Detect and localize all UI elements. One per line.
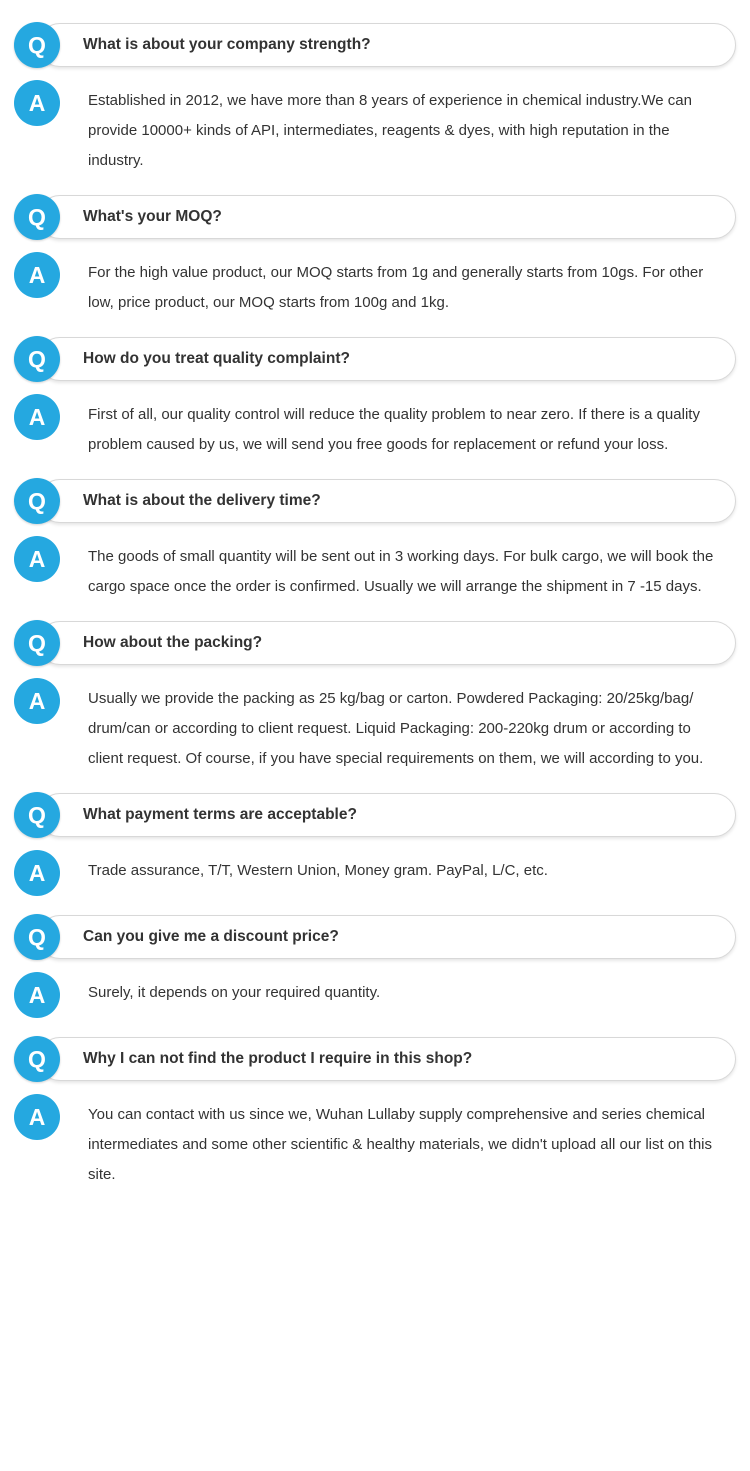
faq-answer-row — [14, 392, 736, 460]
faq-item — [14, 18, 736, 176]
question-badge-icon: Q — [14, 336, 60, 382]
faq-item — [14, 1032, 736, 1190]
question-badge-icon: Q — [14, 478, 60, 524]
faq-question-row[interactable] — [14, 474, 736, 528]
answer-badge-icon: A — [14, 80, 60, 126]
faq-item — [14, 190, 736, 318]
faq-answer-text: Established in 2012, we have more than 8 years of experience in chemical industry.We can provide 10000+ kinds of API, intermediates, reagents & dyes, with high reputation in the industry. — [88, 92, 692, 169]
question-badge-icon: Q — [14, 914, 60, 960]
faq-item — [14, 332, 736, 460]
faq-question-bubble[interactable] — [38, 23, 736, 67]
faq-question-bubble[interactable] — [38, 337, 736, 381]
faq-answer-row — [14, 250, 736, 318]
answer-badge-icon: A — [14, 850, 60, 896]
faq-answer-row — [14, 1092, 736, 1190]
faq-answer-row — [14, 676, 736, 774]
question-badge-icon: Q — [14, 1036, 60, 1082]
faq-item — [14, 910, 736, 1018]
answer-badge-icon: A — [14, 678, 60, 724]
faq-answer-text: The goods of small quantity will be sent out in 3 working days. For bulk cargo, we will book the cargo space once the order is confirmed. Usually we will arrange the shipment in 7 -15 days. — [88, 548, 714, 595]
faq-answer-row — [14, 534, 736, 602]
faq-question-bubble[interactable] — [38, 915, 736, 959]
faq-question-row[interactable] — [14, 616, 736, 670]
faq-answer-row — [14, 848, 736, 896]
answer-badge-icon: A — [14, 394, 60, 440]
faq-question-row[interactable] — [14, 190, 736, 244]
faq-question-bubble[interactable] — [38, 621, 736, 665]
question-badge-icon: Q — [14, 194, 60, 240]
faq-question-row[interactable] — [14, 1032, 736, 1086]
faq-answer-text: Surely, it depends on your required quantity. — [88, 984, 381, 1001]
question-badge-icon: Q — [14, 620, 60, 666]
faq-question-bubble[interactable] — [38, 793, 736, 837]
faq-question-text: Can you give me a discount price? — [83, 927, 339, 945]
faq-question-text: Why I can not find the product I require in this shop? — [83, 1049, 473, 1067]
faq-answer-text: First of all, our quality control will reduce the quality problem to near zero. If there is a quality problem caused by us, we will send you free goods for replacement or refund your loss. — [88, 406, 700, 453]
faq-question-text: What payment terms are acceptable? — [83, 805, 357, 823]
faq-question-row[interactable] — [14, 332, 736, 386]
faq-answer-row — [14, 78, 736, 176]
faq-question-row[interactable] — [14, 910, 736, 964]
faq-question-text: How about the packing? — [83, 633, 263, 651]
answer-badge-icon: A — [14, 1094, 60, 1140]
faq-question-text: What is about the delivery time? — [83, 491, 321, 509]
faq-answer-text: For the high value product, our MOQ starts from 1g and generally starts from 10gs. For other low, price product, our MOQ starts from 100g and 1kg. — [88, 264, 704, 311]
faq-question-bubble[interactable] — [38, 479, 736, 523]
faq-question-row[interactable] — [14, 788, 736, 842]
question-badge-icon: Q — [14, 22, 60, 68]
faq-answer-text: Usually we provide the packing as 25 kg/bag or carton. Powdered Packaging: 20/25kg/bag/ drum/can or according to client request. Liquid Packaging: 200-220kg drum or according to client request. Of course, if you have special requirements on them, we will according to you. — [88, 690, 704, 767]
faq-answer-text: Trade assurance, T/T, Western Union, Money gram. PayPal, L/C, etc. — [88, 862, 548, 879]
faq-question-text: What's your MOQ? — [83, 207, 222, 225]
faq-item — [14, 788, 736, 896]
faq-answer-text: You can contact with us since we, Wuhan Lullaby supply comprehensive and series chemical intermediates and some other scientific & healthy materials, we didn't upload all our list on this site. — [88, 1106, 713, 1183]
faq-question-bubble[interactable] — [38, 1037, 736, 1081]
faq-item — [14, 474, 736, 602]
faq-item — [14, 616, 736, 774]
faq-question-text: How do you treat quality complaint? — [83, 349, 350, 367]
faq-question-row[interactable] — [14, 18, 736, 72]
answer-badge-icon: A — [14, 972, 60, 1018]
answer-badge-icon: A — [14, 536, 60, 582]
faq-answer-row — [14, 970, 736, 1018]
question-badge-icon: Q — [14, 792, 60, 838]
faq-question-bubble[interactable] — [38, 195, 736, 239]
answer-badge-icon: A — [14, 252, 60, 298]
faq-question-text: What is about your company strength? — [83, 35, 371, 53]
